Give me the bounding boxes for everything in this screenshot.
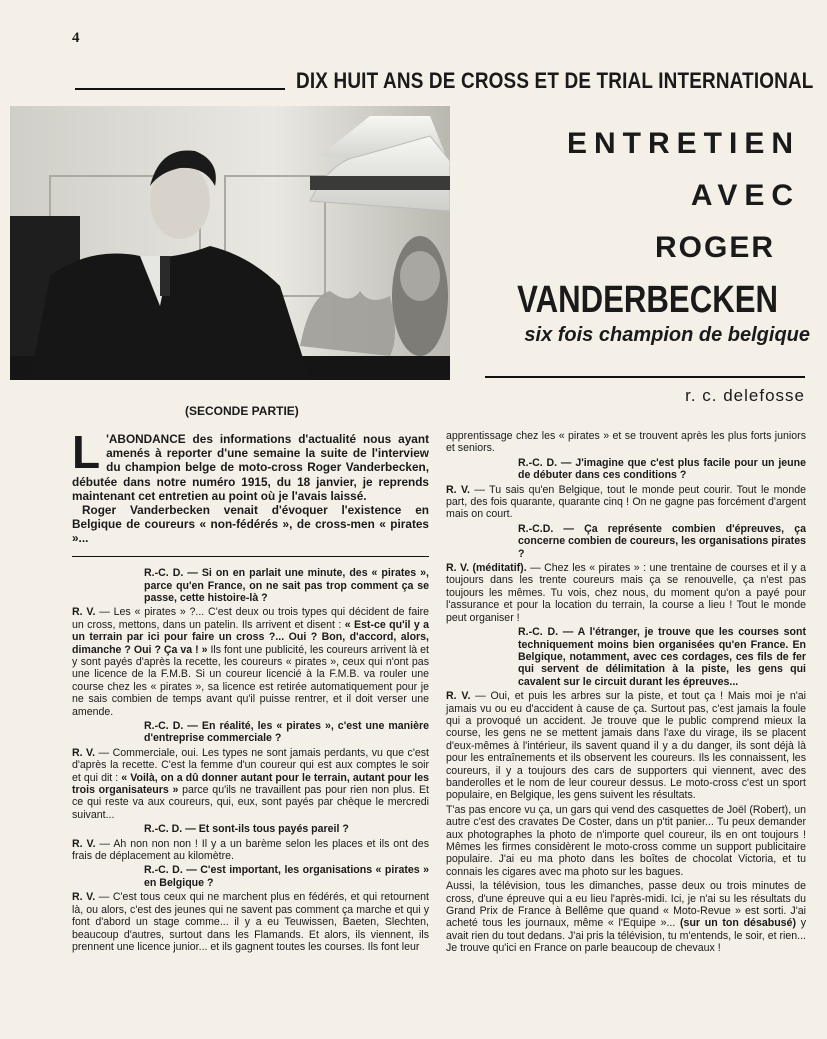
answer-text: y avait rien du tout dedans. J'ai pris la télévision, tu m'entends, le soir, et rien... Je trouve qu'ici en France on parle beaucoup de chevaux !: [446, 917, 806, 955]
answer-bold: (sur un ton désabusé): [680, 917, 796, 930]
answer-7: [446, 690, 806, 802]
left-column: [72, 426, 430, 955]
speaker: R. V.: [72, 606, 96, 619]
question-7: R.-C. D. — A l'étranger, je trouve que les courses sont techniquement moins bien organisées qu'en France. En Belgique, notamment, avec ces cordages, ces fils de fer qui servent de délimitation à la piste, les gens qui cavalent sur le circuit durant les épreuves...: [518, 626, 806, 688]
answer-text: parce qu'ils ne travaillent pas pour rien non plus. Et ce qui reste va aux coureurs, qui, eux, sont payés par chèque le mercredi suivant...: [72, 784, 429, 821]
author-rule: [485, 376, 805, 378]
title-line-entretien: ENTRETIEN: [566, 127, 800, 160]
intro-paragraph-2: Roger Vanderbecken venait d'évoquer l'existence en Belgique de coureurs « non-fédérés », de cross-men « pirates »...: [72, 503, 429, 546]
answer-4-continued: apprentissage chez les « pirates » et se trouvent après les plus forts juniors et seniors.: [446, 430, 806, 455]
answer-4: [72, 891, 429, 953]
question-6: R.-C.D. — Ça représente combien d'épreuves, ça concerne combien de coureurs, les organisations pirates ?: [518, 522, 806, 560]
answer-text: — Ah non non non ! Il y a un barème selon les places et ils ont des frais de déplacement au kilomètre.: [72, 837, 429, 863]
answer-text: Ils font une publicité, les coureurs arrivent là et y sont payés d'après la recette, les coureurs « pirates », ceux qui n'ont pas une licence de la F.M.B. Si un coureur licencié à la F.M.B. va rouler une course chez les « pirates », sa licence est retirée automatiquement pour je ne sais combien de temps avant qu'il puisse rentrer, et il doit verser une amende.: [72, 643, 429, 718]
speaker: R. V. (méditatif).: [446, 562, 527, 575]
subtitle: six fois champion de belgique: [524, 324, 810, 346]
answer-text: — Commerciale, oui. Les types ne sont jamais perdants, vu que c'est d'après la recette. C'est la femme d'un coureur qui est aux comptes le soir et qui dit :: [72, 746, 429, 784]
title-line-roger: ROGER: [654, 231, 775, 264]
page-number: 4: [72, 30, 80, 46]
speaker: R. V.: [72, 891, 96, 904]
answer-5: [446, 484, 806, 521]
answer-text: Aussi, la télévision, tous les dimanches, passe deux ou trois minutes de cross, d'une épreuve qui a eu lieu l'après-midi. Ici, je n'ai su les résultats du Grand Prix de France à Bellême que quand « Moto-Revue » est sorti. J'ai acheté tous les journaux, même « l'Equipe »...: [446, 880, 806, 930]
answer-bold: « Est-ce qu'il y a un terrain par ici pour faire un cross ?... Oui ? Bon, d'accord, alors, dimanche ? Oui ? Ça va ! »: [72, 618, 430, 656]
answer-text: — Les « pirates » ?... C'est deux ou trois types qui décident de faire un cross, mettons, dans un patelin. Ils arrivent et disent :: [72, 606, 429, 631]
answer-2: [72, 747, 429, 821]
answer-1: [72, 606, 429, 718]
answer-3: [72, 838, 429, 863]
headline: DIX HUIT ANS DE CROSS ET DE TRIAL INTERNATIONAL: [296, 68, 814, 93]
photo-illustration: [10, 106, 450, 380]
dropcap: L: [72, 426, 101, 478]
answer-text: — Oui, et puis les arbres sur la piste, et tout ça ! Mais moi je n'ai jamais vu ou eu d'accident à cause de ça. Surtout pas, c'est jamais la foule qui a provoqué un accident. Je trouve que le public comprend mieux la course, les gens ne se mettent jamais dans l'axe du virage, ils se placent d'eux-mêmes à l'intérieur, ils savent quand il y a du danger, ils sont déjà là pour les entraînements et ils observent les coureurs. Ils les connaissent, les coureurs, il y a toujours des cars de supporters qui viennent, avec des banderolles et le nom de leur coureur dessus. Le moto-cross c'est un sport populaire, en Belgique, les gens suivent les résultats.: [446, 690, 806, 802]
answer-text: — C'est tous ceux qui ne marchent plus en fédérés, et qui retournent là, ou alors, c'est des jeunes qui ne savent pas comment ça marche et qui y font d'abord un stage comme... il y a eu Teuwissen, Baeten, Slechten, beaucoup d'autres, surtout dans les Flamands. Et alors, ils viennent, ils prennent une licence junior... et ils gagnent toutes les courses. Ils font leur: [72, 891, 429, 953]
headline-rule: [75, 88, 285, 90]
part-label: (SECONDE PARTIE): [185, 404, 299, 418]
title-line-avec: AVEC: [690, 179, 800, 212]
answer-7-paragraph-2: T'as pas encore vu ça, un gars qui vend des casquettes de Joël (Robert), un autre c'est des cravates De Coster, dans un p'tit panier... Tu peux demander aux photographes la photo de n'importe quel coureur, ils en ont toujours ! Mêmes les firmes considèrent le moto-cross comme un support publicitaire populaire. J'ai eu ma photo dans les boîtes de chocolat Victoria, et tu connais les cigares avec ma photo sur les bagues.: [446, 803, 806, 878]
interview-photo: [10, 106, 450, 380]
question-5: R.-C. D. — J'imagine que c'est plus facile pour un jeune de débuter dans ces conditions ?: [518, 456, 806, 482]
intro-paragraph-1: 'ABONDANCE des informations d'actualité nous ayant amenés à reporter d'une semaine la suite de l'interview du champion belge de moto-cross Roger Vanderbecken, débutée dans notre numéro 1915, du 18 janvier, je reprends maintenant cet entretien au point où je l'avais laissé.: [72, 432, 429, 503]
answer-text: — Chez les « pirates » : une trentaine de courses et il y a toujours dans les trente coureurs mais ça se renouvelle, ça n'est pas toujours les mêmes. Tu vois, chez nous, du moment qu'on a payé pour l'assurance et pour la location du terrain, la course a lieu ! Tout le monde peut organiser !: [446, 562, 806, 624]
speaker: R. V.: [72, 837, 96, 850]
question-1: R.-C. D. — Si on en parlait une minute, des « pirates », parce qu'en France, on ne sait pas trop comment ça se passe, cette histoire-là ?: [144, 567, 429, 604]
title-block: [470, 118, 820, 347]
title-line-vanderbecken: VANDERBECKEN: [517, 279, 779, 321]
intro-separator: [72, 556, 429, 558]
answer-7-paragraph-3: [446, 880, 806, 954]
answer-6: [446, 562, 806, 624]
intro: [72, 426, 429, 546]
author-byline: r. c. delefosse: [685, 386, 805, 405]
right-column: [446, 430, 806, 957]
question-3: R.-C. D. — Et sont-ils tous payés pareil ?: [144, 823, 349, 836]
question-4: R.-C. D. — C'est important, les organisations « pirates » en Belgique ?: [144, 864, 429, 889]
speaker: R. V.: [446, 690, 471, 703]
speaker: R. V.: [72, 746, 96, 759]
answer-bold: « Voilà, on a dû donner autant pour le terrain, autant pour les trois organisateurs »: [72, 771, 429, 797]
speaker: R. V.: [446, 483, 470, 496]
answer-text: — Tu sais qu'en Belgique, tout le monde peut courir. Tout le monde part, des fois quarante, quarante cinq ! On ne gagne pas forcément d'argent mais on court.: [446, 483, 806, 521]
question-2: R.-C. D. — En réalité, les « pirates », c'est une manière d'entreprise commerciale ?: [144, 720, 429, 745]
